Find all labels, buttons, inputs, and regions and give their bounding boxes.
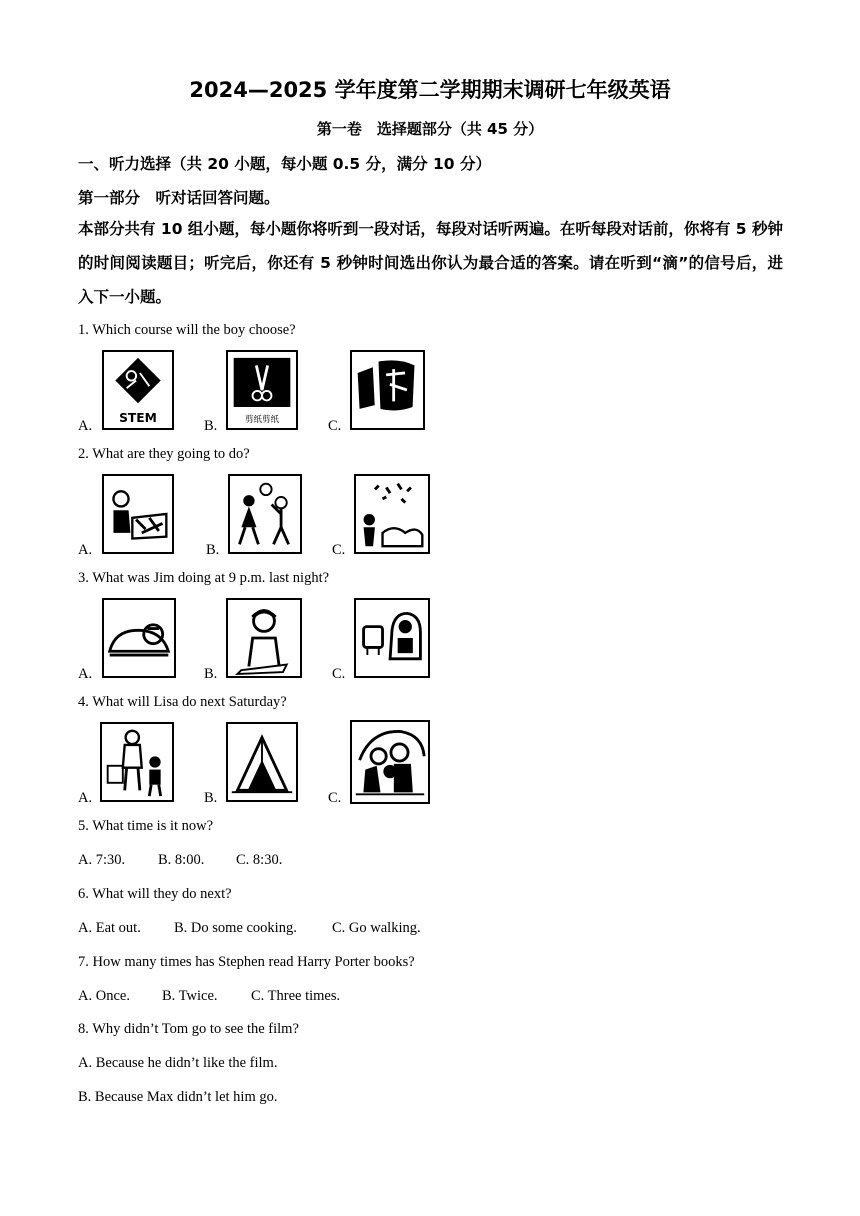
q6-option-a: A. Eat out. [78, 920, 141, 936]
playing-ball-icon [228, 474, 302, 554]
q1-option-b-label: B. [204, 418, 218, 434]
q2-option-c-label: C. [332, 542, 346, 558]
instructions-paragraph: 本部分共有 10 组小题，每小题你将听到一段对话，每段对话听两遍。在听每段对话前，你将有 5 秒钟的时间阅读题目；听完后，你还有 5 秒钟时间选出你认为最合适的答案。请在听到“滴”的信号后，进入下一小题。 [78, 220, 783, 306]
q7-option-a: A. Once. [78, 988, 130, 1004]
reading-books-icon [102, 474, 174, 554]
question-7-text: 7. How many times has Stephen read Harry Porter books? [78, 954, 415, 970]
q4-option-c-label: C. [328, 790, 342, 806]
question-8-text: 8. Why didn’t Tom go to see the film? [78, 1021, 299, 1037]
q6-option-c: C. Go walking. [332, 920, 421, 936]
q3-option-c-label: C. [332, 666, 346, 682]
camping-tent-icon [226, 722, 298, 802]
part-title: 第一部分 听对话回答问题。 [78, 189, 280, 207]
q8-option-a: A. Because he didn’t like the film. [78, 1055, 278, 1071]
q5-option-a: A. 7:30. [78, 852, 126, 868]
shopping-icon [100, 722, 174, 802]
q6-option-b: B. Do some cooking. [174, 920, 297, 936]
q1-option-c-label: C. [328, 418, 342, 434]
q7-option-b: B. Twice. [162, 988, 218, 1004]
q4-option-a-label: A. [78, 790, 93, 806]
q5-option-c: C. 8:30. [236, 852, 283, 868]
q5-option-b: B. 8:00. [158, 852, 205, 868]
section-heading: 一、听力选择（共 20 小题，每小题 0.5 分，满分 10 分） [78, 155, 491, 173]
family-outing-icon [350, 720, 430, 804]
question-4-text: 4. What will Lisa do next Saturday? [78, 694, 287, 710]
q7-option-c: C. Three times. [251, 988, 341, 1004]
question-6-text: 6. What will they do next? [78, 886, 232, 902]
q1-option-a-label: A. [78, 418, 93, 434]
paper-cutting-caption: 剪纸剪纸 [244, 415, 280, 426]
chinese-calligraphy-icon [350, 350, 425, 430]
question-3-text: 3. What was Jim doing at 9 p.m. last night? [78, 570, 330, 586]
q8-option-b: B. Because Max didn’t let him go. [78, 1089, 278, 1105]
watching-tv-icon [354, 598, 430, 678]
watching-fireworks-icon [354, 474, 430, 554]
question-5-text: 5. What time is it now? [78, 818, 214, 834]
volume-subtitle: 第一卷 选择题部分（共 45 分） [316, 120, 544, 138]
stem-course-icon [102, 350, 174, 430]
q3-option-b-label: B. [204, 666, 218, 682]
q3-option-a-label: A. [78, 666, 93, 682]
q2-option-b-label: B. [206, 542, 220, 558]
page-title: 2024—2025 学年度第二学期期末调研七年级英语 [189, 78, 671, 102]
stem-caption: STEM [119, 411, 157, 426]
q4-option-b-label: B. [204, 790, 218, 806]
doing-homework-icon [226, 598, 302, 678]
question-1-text: 1. Which course will the boy choose? [78, 322, 296, 338]
sleeping-icon [102, 598, 176, 678]
q2-option-a-label: A. [78, 542, 93, 558]
question-2-text: 2. What are they going to do? [78, 446, 250, 462]
paper-cutting-icon [226, 350, 298, 430]
